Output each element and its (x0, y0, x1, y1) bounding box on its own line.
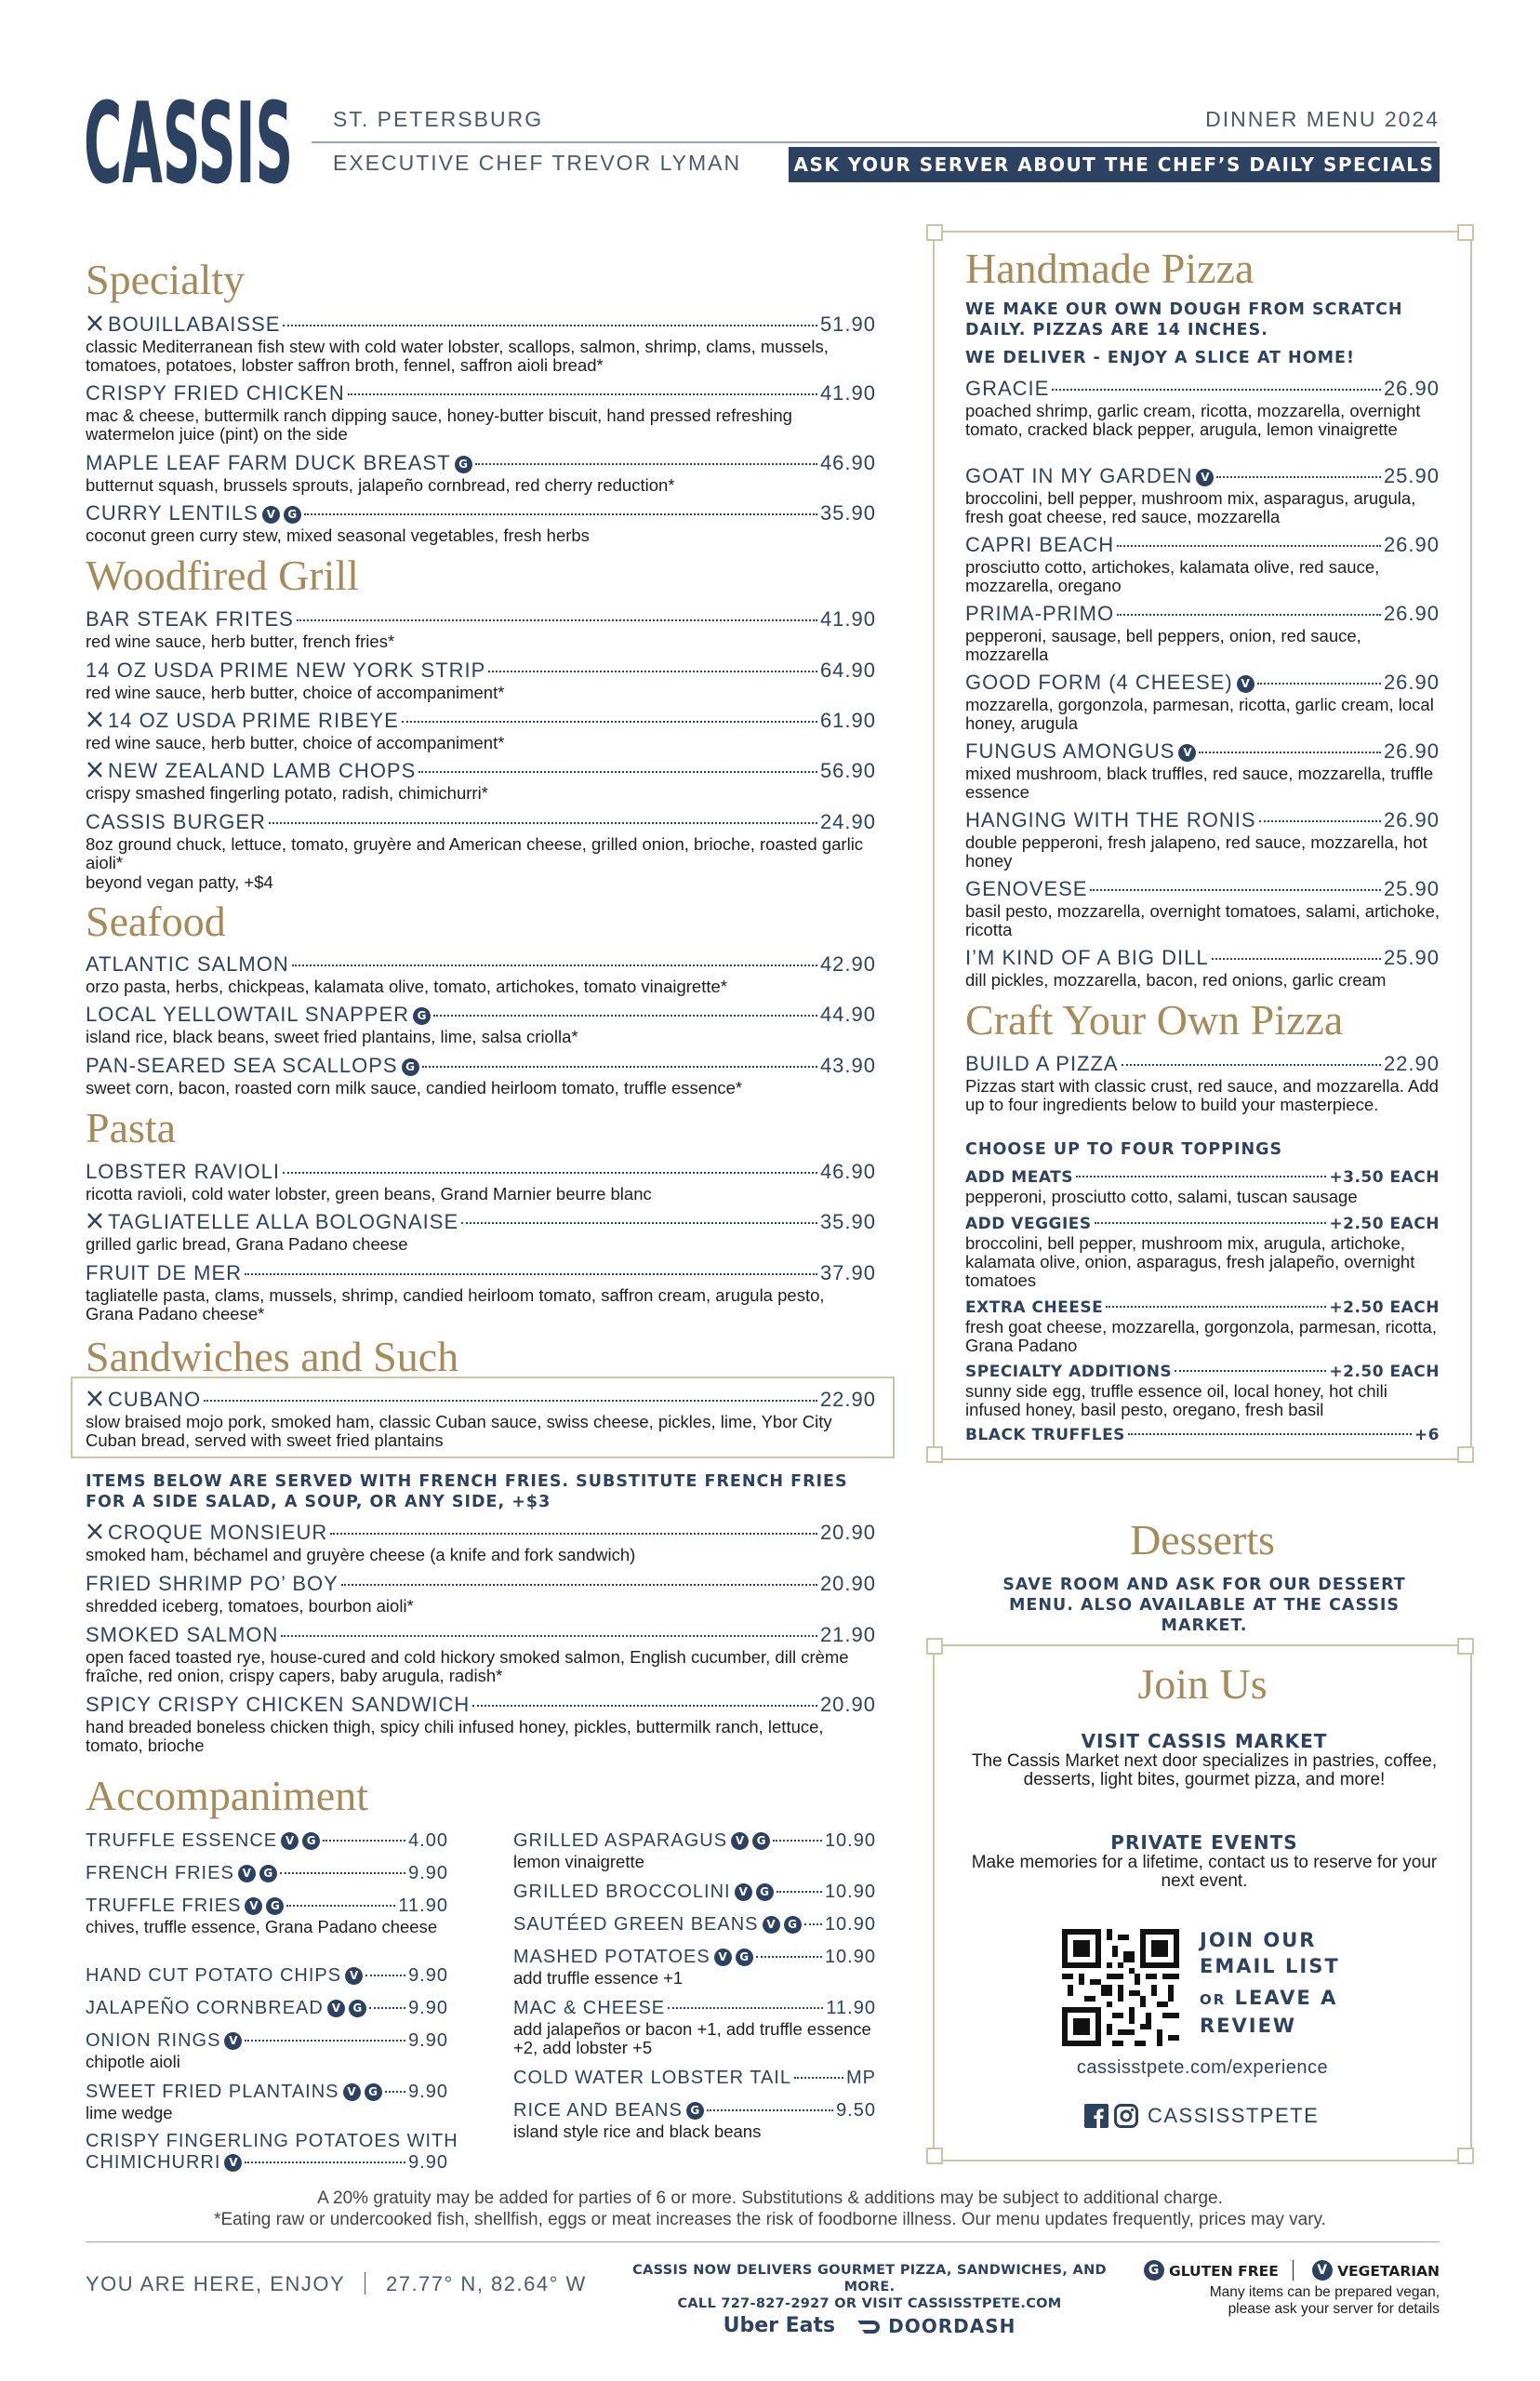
cassis-logo (84, 73, 298, 193)
side-item: HAND CUT POTATO CHIPS V 9.90 (86, 1965, 448, 1986)
desserts-note: SAVE ROOM AND ASK FOR OUR DESSERT MENU. ALSO AVAILABLE AT THE CASSIS MARKET. (1002, 1576, 1406, 1635)
menu-title: DINNER MENU 2024 (1205, 107, 1440, 131)
topping-group: SPECIALTY ADDITIONS +2.50 EACH sunny side egg, truffle essence oil, local honey, hot chili infused honey, basil pesto, oregano, fresh basil (965, 1363, 1440, 1419)
side-item: TRUFFLE FRIES V G 11.90 chives, truffle essence, Grana Padano cheese (86, 1895, 448, 1936)
topping-group: ADD VEGGIES +2.50 EACH broccolini, bell pepper, mushroom mix, arugula, artichoke, kalamata olive, onion, asparagus, fresh jalapeño, overnight tomatoes (965, 1215, 1440, 1290)
pizza-item: GOAT IN MY GARDEN V 25.90 broccolini, bell pepper, mushroom mix, asparagus, arugula, fresh goat cheese, red sauce, mozzarella (965, 464, 1440, 526)
side-item: SAUTÉED GREEN BEANS V G 10.90 (513, 1914, 876, 1935)
side-item: CRISPY FINGERLING POTATOES WITH CHIMICHURRI V 9.90 (86, 2131, 458, 2173)
menu-item: FRUIT DE MER 37.90 tagliatelle pasta, clams, mussels, shrimp, candied heirloom tomato, saffron cream, arugula pesto, Grana Padano cheese* (86, 1261, 876, 1324)
specials-banner: ASK YOUR SERVER ABOUT THE CHEF’S DAILY SPECIALS (789, 147, 1440, 182)
topping-group: EXTRA CHEESE +2.50 EACH fresh goat cheese, mozzarella, gorgonzola, parmesan, ricotta, Grana Padano (965, 1298, 1440, 1355)
dough-note: WE MAKE OUR OWN DOUGH FROM SCRATCH DAILY. PIZZAS ARE 14 INCHES. (965, 300, 1403, 339)
qr-code-icon[interactable] (1062, 1929, 1179, 2046)
doordash-logo: DOORDASH (888, 2314, 1016, 2337)
you-are-here: YOU ARE HERE, ENJOY (86, 2272, 345, 2295)
pizza-item: I’M KIND OF A BIG DILL 25.90 dill pickles, mozzarella, bacon, red onions, garlic cream (965, 946, 1440, 990)
coordinates: 27.77° N, 82.64° W (385, 2272, 587, 2295)
topping-group: ADD MEATS +3.50 EACH pepperoni, prosciutto cotto, salami, tuscan sausage (965, 1168, 1440, 1206)
gluten-free-icon: G (284, 506, 301, 524)
pizza-title: Handmade Pizza (965, 245, 1255, 292)
build-pizza: BUILD A PIZZA 22.90 Pizzas start with classic crust, red sauce, and mozzarella. Add up to four ingredients below to build your masterpiece. (965, 1052, 1440, 1114)
specialty-title: Specialty (86, 256, 246, 303)
vegetarian-icon: V (1312, 2260, 1333, 2281)
menu-item: FRIED SHRIMP PO’ BOY 20.90 shredded iceberg, tomatoes, bourbon aioli* (86, 1572, 876, 1616)
delivery-line-2: CALL 727-827-2927 OR VISIT CASSISSTPETE.COM (677, 2296, 1062, 2311)
chef-name: EXECUTIVE CHEF TREVOR LYMAN (333, 151, 742, 175)
menu-item: CROQUE MONSIEUR 20.90 smoked ham, béchamel and gruyère cheese (a knife and fork sandwich) (86, 1521, 876, 1564)
grill-title: Woodfired Grill (86, 552, 359, 599)
header-divider (312, 141, 1437, 143)
side-item: COLD WATER LOBSTER TAIL MP (513, 2068, 876, 2088)
menu-item: CASSIS BURGER 24.90 8oz ground chuck, lettuce, tomato, gruyère and American cheese, grilled onion, brioche, roasted garlic aioli* beyond vegan patty, +$4 (86, 810, 876, 892)
accompaniment-title: Accompaniment (86, 1772, 369, 1819)
signature-icon (86, 761, 104, 779)
experience-url[interactable]: cassisstpete.com/experience (1076, 2057, 1329, 2078)
doordash-icon (856, 2319, 883, 2334)
vegetarian-legend: VEGETARIAN (1337, 2263, 1440, 2280)
menu-item: NEW ZEALAND LAMB CHOPS 56.90 crispy smashed fingerling potato, radish, chimichurri* (86, 759, 876, 803)
side-item: FRENCH FRIES V G 9.90 (86, 1863, 448, 1883)
gluten-free-icon: G (1144, 2260, 1164, 2281)
side-item: GRILLED BROCCOLINI V G 10.90 (513, 1882, 876, 1902)
topping-group: BLACK TRUFFLES +6 (965, 1426, 1440, 1444)
market-text: The Cassis Market next door specializes in pastries, coffee, desserts, light bites, gourmet pizza, and more! (971, 1751, 1438, 1789)
gluten-free-legend: GLUTEN FREE (1168, 2263, 1279, 2280)
menu-item: 14 OZ USDA PRIME NEW YORK STRIP 64.90 red wine sauce, herb butter, choice of accompaniment* (86, 658, 876, 702)
gluten-free-icon: G (402, 1058, 419, 1076)
facebook-icon (1084, 2104, 1109, 2128)
market-title: VISIT CASSIS MARKET (1081, 1730, 1328, 1752)
gratuity-note: A 20% gratuity may be added for parties of 6 or more. Substitutions & additions may be subject to additional charge. (317, 2188, 1223, 2208)
foodborne-warning: *Eating raw or undercooked fish, shellfish, eggs or meat increases the risk of foodborne illness. Our menu updates frequently, prices may vary. (214, 2210, 1326, 2229)
gluten-free-icon: G (455, 456, 472, 473)
menu-item: CRISPY FRIED CHICKEN 41.90 mac & cheese, buttermilk ranch dipping sauce, honey-butter biscuit, hand pressed refreshing watermelon juice (pint) on the side (86, 381, 876, 444)
menu-item: MAPLE LEAF FARM DUCK BREAST G 46.90 butternut squash, brussels sprouts, jalapeño cornbread, red cherry reduction* (86, 451, 876, 495)
gluten-free-icon: G (413, 1007, 431, 1025)
vegan-note-1: Many items can be prepared vegan, (1209, 2284, 1440, 2300)
pizza-item: GENOVESE 25.90 basil pesto, mozzarella, overnight tomatoes, salami, artichoke, ricotta (965, 877, 1440, 939)
signature-icon (86, 1212, 104, 1230)
svg-text:CASSIS: CASSIS (84, 80, 293, 193)
menu-item: TAGLIATELLE ALLA BOLOGNAISE 35.90 grilled garlic bread, Grana Padano cheese (86, 1210, 876, 1254)
events-text: Make memories for a lifetime, contact us to reserve for your next event. (971, 1853, 1438, 1891)
pizza-item: FUNGUS AMONGUS V 26.90 mixed mushroom, black truffles, red sauce, mozzarella, truffle essence (965, 739, 1440, 802)
menu-item: CURRY LENTILS V G 35.90 coconut green curry stew, mixed seasonal vegetables, fresh herbs (86, 501, 876, 545)
menu-item: LOBSTER RAVIOLI 46.90 ricotta ravioli, cold water lobster, green beans, Grand Marnier beurre blanc (86, 1160, 876, 1204)
side-item: JALAPEÑO CORNBREAD V G 9.90 (86, 1998, 448, 2018)
choose-toppings: CHOOSE UP TO FOUR TOPPINGS (965, 1140, 1283, 1159)
signature-icon (86, 1390, 104, 1408)
menu-item: 14 OZ USDA PRIME RIBEYE 61.90 red wine sauce, herb butter, choice of accompaniment* (86, 709, 876, 752)
vegetarian-icon: V (262, 506, 280, 524)
menu-item: CUBANO 22.90 slow braised mojo pork, smoked ham, classic Cuban sauce, swiss cheese, pickles, lime, Ybor City Cuban bread, served with sweet fried plantains (86, 1388, 876, 1450)
menu-item: ATLANTIC SALMON 42.90 orzo pasta, herbs, chickpeas, kalamata olive, tomato, artichokes, tomato vinaigrette* (86, 952, 876, 996)
side-item: ONION RINGS V 9.90 chipotle aioli (86, 2030, 448, 2071)
side-item: MAC & CHEESE 11.90 add jalapeños or bacon +1, add truffle essence +2, add lobster +5 (513, 1998, 876, 2057)
join-title: Join Us (1137, 1660, 1268, 1708)
instagram-icon (1114, 2104, 1138, 2128)
pizza-item: GRACIE 26.90 poached shrimp, garlic cream, ricotta, mozzarella, overnight tomato, cracked black pepper, arugula, lemon vinaigrette (965, 377, 1440, 439)
desserts-title: Desserts (1130, 1516, 1275, 1563)
craft-title: Craft Your Own Pizza (965, 996, 1344, 1044)
menu-item: LOCAL YELLOWTAIL SNAPPER G 44.90 island rice, black beans, sweet fried plantains, lime, salsa criolla* (86, 1003, 876, 1046)
join-frame (933, 1644, 1472, 2162)
pasta-title: Pasta (86, 1104, 177, 1151)
doordash-link[interactable] (856, 2315, 1016, 2337)
pizza-item: GOOD FORM (4 CHEESE) V 26.90 mozzarella, gorgonzola, parmesan, ricotta, garlic cream, local honey, arugula (965, 671, 1440, 733)
menu-item: BAR STEAK FRITES 41.90 red wine sauce, herb butter, french fries* (86, 607, 876, 651)
side-item: MASHED POTATOES V G 10.90 add truffle essence +1 (513, 1947, 876, 1988)
signature-icon (86, 314, 104, 333)
fries-note: ITEMS BELOW ARE SERVED WITH FRENCH FRIES. SUBSTITUTE FRENCH FRIES FOR A SIDE SALAD, A SOUP, OR ANY SIDE, +$3 (86, 1472, 848, 1511)
menu-item: BOUILLABAISSE 51.90 classic Mediterranean fish stew with cold water lobster, scallops, salmon, shrimp, clams, mussels, tomatoes, potatoes, lobster saffron broth, fennel, saffron aioli bread* (86, 313, 876, 375)
pizza-item: PRIMA-PRIMO 26.90 pepperoni, sausage, bell peppers, onion, red sauce, mozzarella (965, 602, 1440, 664)
delivery-note: WE DELIVER - ENJOY A SLICE AT HOME! (965, 349, 1355, 367)
pizza-item: CAPRI BEACH 26.90 prosciutto cotto, artichokes, kalamata olive, red sauce, mozzarella, oregano (965, 533, 1440, 595)
side-item: TRUFFLE ESSENCE V G 4.00 (86, 1830, 448, 1851)
location: ST. PETERSBURG (333, 107, 544, 131)
email-list-link[interactable]: JOIN OUR EMAIL LIST OR LEAVE A REVIEW (1200, 1929, 1340, 2037)
side-item: RICE AND BEANS G 9.50 island style rice and black beans (513, 2100, 876, 2141)
menu-item: PAN-SEARED SEA SCALLOPS G 43.90 sweet corn, bacon, roasted corn milk sauce, candied heirloom tomato, truffle essence* (86, 1054, 876, 1097)
social-link[interactable]: CASSISSTPETE (1084, 2104, 1319, 2128)
menu-item: SMOKED SALMON 21.90 open faced toasted rye, house-cured and cold hickory smoked salmon, English cucumber, dill crème fraîche, red onion, crispy capers, baby arugula, radish* (86, 1623, 876, 1685)
sandwiches-title: Sandwiches and Such (86, 1333, 459, 1380)
menu-item: SPICY CRISPY CHICKEN SANDWICH 20.90 hand breaded boneless chicken thigh, spicy chili infused honey, pickles, buttermilk ranch, lettuce, tomato, brioche (86, 1693, 876, 1755)
ubereats-logo[interactable]: Uber Eats (723, 2314, 836, 2337)
vegan-note-2: please ask your server for details (1228, 2301, 1440, 2317)
signature-icon (86, 1523, 104, 1541)
side-item: GRILLED ASPARAGUS V G 10.90 lemon vinaigrette (513, 1830, 876, 1871)
events-title: PRIVATE EVENTS (1110, 1831, 1298, 1854)
side-item: SWEET FRIED PLANTAINS V G 9.90 lime wedge (86, 2082, 448, 2122)
pizza-item: HANGING WITH THE RONIS 26.90 double pepperoni, fresh jalapeno, red sauce, mozzarella, hot honey (965, 808, 1440, 871)
signature-icon (86, 711, 104, 729)
seafood-title: Seafood (86, 898, 226, 945)
delivery-line-1: CASSIS NOW DELIVERS GOURMET PIZZA, SANDWICHES, AND MORE. (632, 2263, 1107, 2295)
